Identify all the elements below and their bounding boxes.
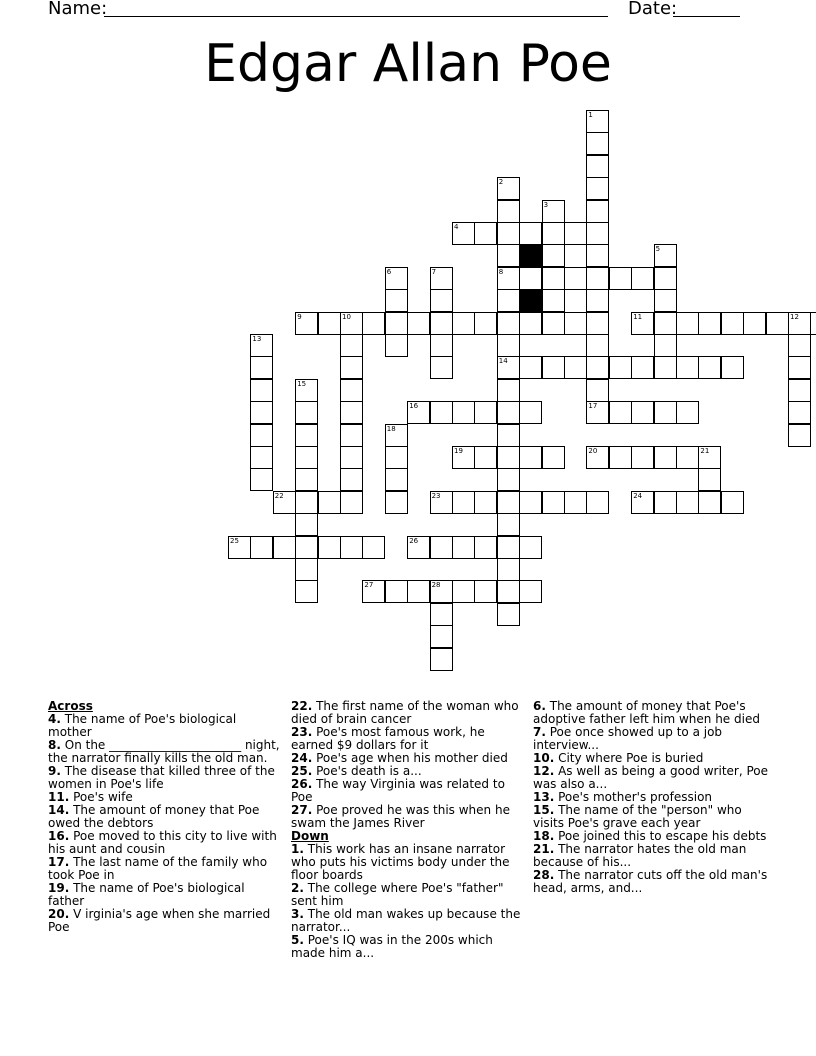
clue-number: 1.: [291, 842, 304, 856]
clue-item: [291, 700, 523, 726]
grid-cell[interactable]: [519, 267, 542, 290]
grid-cell[interactable]: [698, 312, 721, 335]
grid-cell[interactable]: [519, 446, 542, 469]
grid-cell[interactable]: [497, 424, 520, 447]
clue-text: The college where Poe's "father" sent him: [291, 881, 504, 908]
grid-cell[interactable]: [519, 222, 542, 245]
grid-cell[interactable]: [407, 312, 430, 335]
grid-cell[interactable]: [250, 356, 273, 379]
grid-cell[interactable]: [586, 177, 609, 200]
clue-item: [533, 869, 768, 895]
clue-number-label: 2: [498, 178, 504, 187]
clue-number-label: 25: [230, 536, 239, 545]
grid-cell[interactable]: [586, 401, 609, 424]
grid-cell[interactable]: [654, 491, 677, 514]
clue-number-label: 1: [588, 111, 593, 119]
grid-cell[interactable]: [452, 312, 475, 335]
grid-cell[interactable]: [497, 513, 520, 536]
grid-cell[interactable]: [430, 580, 453, 603]
clue-number: 8.: [48, 738, 61, 752]
clue-number-label: 20: [588, 447, 598, 455]
grid-cell[interactable]: [497, 356, 520, 379]
grid-cell[interactable]: [474, 401, 497, 424]
clue-number: 2.: [291, 881, 304, 895]
clue-number-label: 6: [386, 267, 392, 276]
grid-cell[interactable]: [654, 334, 677, 357]
clue-item: [48, 739, 280, 765]
clue-number: 13.: [533, 790, 555, 804]
grid-cell[interactable]: [430, 536, 453, 559]
grid-cell[interactable]: [295, 536, 318, 559]
clue-item: [533, 726, 768, 752]
grid-cell[interactable]: [295, 401, 318, 424]
clue-number-label: 9: [297, 312, 302, 321]
clue-number: 19.: [48, 881, 70, 895]
clue-number-label: 8: [498, 267, 504, 276]
grid-cell[interactable]: [340, 356, 363, 379]
grid-cell[interactable]: [250, 468, 273, 491]
grid-cell[interactable]: [340, 446, 363, 469]
grid-cell[interactable]: [407, 536, 430, 559]
grid-cell[interactable]: [676, 312, 699, 335]
grid-cell[interactable]: [362, 536, 385, 559]
grid-cell[interactable]: [340, 536, 363, 559]
clue-text: The name of Poe's biological father: [48, 881, 245, 908]
grid-cell[interactable]: [743, 312, 766, 335]
down-heading: Down: [291, 829, 329, 843]
clues-column-1: [48, 700, 280, 934]
grid-cell[interactable]: [586, 491, 609, 514]
grid-cell[interactable]: [295, 379, 318, 402]
grid-cell[interactable]: [609, 356, 632, 379]
grid-cell[interactable]: [519, 356, 542, 379]
clue-number-label: 13: [252, 335, 262, 343]
grid-cell[interactable]: [340, 401, 363, 424]
clue-number: 25.: [291, 764, 313, 778]
grid-cell[interactable]: [295, 424, 318, 447]
grid-cell[interactable]: [497, 603, 520, 626]
clue-number: 12.: [533, 764, 555, 778]
clue-number: 3.: [291, 907, 304, 921]
grid-cell[interactable]: [631, 356, 654, 379]
clue-number: 24.: [291, 751, 313, 765]
grid-cell[interactable]: [609, 267, 632, 290]
clue-number-label: 11: [633, 312, 643, 321]
grid-cell[interactable]: [654, 446, 677, 469]
clue-text: The last name of the family who took Poe in: [48, 855, 268, 882]
grid-cell[interactable]: [654, 244, 677, 267]
grid-cell[interactable]: [385, 468, 408, 491]
grid-cell[interactable]: [295, 312, 318, 335]
page-title: Edgar Allan Poe: [204, 34, 612, 94]
grid-cell[interactable]: [497, 446, 520, 469]
grid-cell[interactable]: [407, 401, 430, 424]
black-cell: [519, 289, 542, 312]
grid-cell[interactable]: [340, 379, 363, 402]
clue-text: Poe's most famous work, he earned $9 dollars for it: [291, 725, 485, 752]
grid-cell[interactable]: [430, 625, 453, 648]
date-label: Date:: [628, 0, 678, 19]
grid-cell[interactable]: [676, 356, 699, 379]
grid-cell[interactable]: [564, 222, 587, 245]
grid-cell[interactable]: [542, 446, 565, 469]
grid-cell[interactable]: [474, 222, 497, 245]
clue-number-label: 18: [386, 424, 396, 433]
clue-text: Poe's IQ was in the 200s which made him a...: [291, 933, 493, 960]
clue-number: 26.: [291, 777, 313, 791]
clue-number: 20.: [48, 907, 70, 921]
clue-number-label: 12: [790, 312, 799, 321]
grid-cell[interactable]: [340, 468, 363, 491]
grid-cell[interactable]: [721, 312, 744, 335]
grid-cell[interactable]: [318, 491, 341, 514]
clue-text: The old man wakes up because the narrator...: [291, 907, 521, 934]
clues-column-2: [291, 700, 523, 960]
clue-text: V irginia's age when she married Poe: [48, 907, 271, 934]
grid-cell[interactable]: [385, 424, 408, 447]
grid-cell[interactable]: [474, 446, 497, 469]
grid-cell[interactable]: [430, 603, 453, 626]
grid-cell[interactable]: [586, 155, 609, 178]
clue-item: [48, 713, 280, 739]
grid-cell[interactable]: [519, 312, 542, 335]
grid-cell[interactable]: [788, 312, 811, 335]
clue-number-label: 21: [700, 447, 710, 455]
grid-cell[interactable]: [452, 491, 475, 514]
grid-cell[interactable]: [497, 289, 520, 312]
clue-text: Poe's death is a...: [316, 764, 422, 778]
grid-cell[interactable]: [519, 491, 542, 514]
clue-text: Poe moved to this city to live with his aunt and cousin: [48, 829, 277, 856]
grid-cell[interactable]: [295, 446, 318, 469]
grid-cell[interactable]: [273, 491, 296, 514]
grid-cell[interactable]: [228, 536, 251, 559]
clue-number-label: 15: [297, 379, 307, 388]
clues-column-3: [533, 700, 768, 895]
clue-text: The name of Poe's biological mother: [48, 712, 237, 739]
grid-cell[interactable]: [362, 580, 385, 603]
grid-cell[interactable]: [340, 424, 363, 447]
grid-cell[interactable]: [631, 446, 654, 469]
grid-cell[interactable]: [586, 244, 609, 267]
clue-number-label: 16: [409, 402, 419, 411]
clue-text: Poe's age when his mother died: [316, 751, 508, 765]
grid-cell[interactable]: [250, 379, 273, 402]
clue-number: 15.: [533, 803, 555, 817]
grid-cell[interactable]: [519, 536, 542, 559]
clue-number: 22.: [291, 699, 313, 713]
grid-cell[interactable]: [542, 200, 565, 223]
clue-number-label: 14: [498, 357, 508, 366]
grid-cell[interactable]: [497, 177, 520, 200]
grid-cell[interactable]: [497, 401, 520, 424]
grid-cell[interactable]: [609, 401, 632, 424]
grid-cell[interactable]: [609, 446, 632, 469]
grid-cell[interactable]: [430, 334, 453, 357]
grid-cell[interactable]: [362, 312, 385, 335]
grid-cell[interactable]: [452, 222, 475, 245]
grid-cell[interactable]: [586, 289, 609, 312]
grid-cell[interactable]: [654, 356, 677, 379]
grid-cell[interactable]: [318, 536, 341, 559]
clue-number: 16.: [48, 829, 70, 843]
grid-cell[interactable]: [474, 580, 497, 603]
clue-text: The disease that killed three of the women in Poe's life: [48, 764, 275, 791]
clue-number: 27.: [291, 803, 313, 817]
grid-cell[interactable]: [542, 312, 565, 335]
grid-cell[interactable]: [273, 536, 296, 559]
clue-item: [533, 700, 768, 726]
grid-cell[interactable]: [721, 356, 744, 379]
grid-cell[interactable]: [542, 244, 565, 267]
grid-cell[interactable]: [497, 334, 520, 357]
grid-cell[interactable]: [340, 312, 363, 335]
clue-text: This work has an insane narrator who puts his victims body under the floor boards: [291, 842, 510, 882]
clue-item: [48, 804, 280, 830]
clue-text: The narrator hates the old man because of his...: [533, 842, 747, 869]
clue-text: City where Poe is buried: [558, 751, 704, 765]
grid-cell[interactable]: [295, 580, 318, 603]
name-label: Name:: [48, 0, 108, 19]
grid-cell[interactable]: [564, 491, 587, 514]
clue-text: The first name of the woman who died of brain cancer: [291, 699, 519, 726]
grid-cell[interactable]: [586, 110, 609, 133]
grid-cell[interactable]: [250, 446, 273, 469]
grid-cell[interactable]: [766, 312, 789, 335]
grid-cell[interactable]: [698, 468, 721, 491]
grid-cell[interactable]: [295, 468, 318, 491]
grid-cell[interactable]: [586, 200, 609, 223]
clue-item: [48, 882, 280, 908]
grid-cell[interactable]: [385, 334, 408, 357]
clue-item: [48, 830, 280, 856]
clue-text: The amount of money that Poe owed the debtors: [48, 803, 260, 830]
grid-cell[interactable]: [698, 491, 721, 514]
clue-item: [291, 778, 523, 804]
grid-cell[interactable]: [519, 401, 542, 424]
grid-cell[interactable]: [474, 536, 497, 559]
grid-cell[interactable]: [430, 491, 453, 514]
grid-cell[interactable]: [586, 312, 609, 335]
clue-item: [291, 726, 523, 752]
grid-cell[interactable]: [497, 244, 520, 267]
grid-cell[interactable]: [452, 401, 475, 424]
clue-number: 7.: [533, 725, 546, 739]
grid-cell[interactable]: [564, 356, 587, 379]
clue-item: [291, 804, 523, 830]
grid-cell[interactable]: [586, 334, 609, 357]
clue-text: The way Virginia was related to Poe: [291, 777, 505, 804]
grid-cell[interactable]: [564, 312, 587, 335]
clue-number-label: 19: [454, 447, 463, 455]
clue-number-label: 22: [274, 491, 284, 500]
grid-cell[interactable]: [631, 491, 654, 514]
grid-cell[interactable]: [586, 132, 609, 155]
grid-cell[interactable]: [430, 648, 453, 671]
grid-cell[interactable]: [385, 446, 408, 469]
grid-cell[interactable]: [810, 312, 816, 335]
clue-number: 9.: [48, 764, 61, 778]
clue-number-label: 28: [431, 581, 441, 590]
grid-cell[interactable]: [586, 267, 609, 290]
clue-text: Poe once showed up to a job interview...: [533, 725, 723, 752]
grid-cell[interactable]: [318, 312, 341, 335]
grid-cell[interactable]: [430, 312, 453, 335]
grid-cell[interactable]: [721, 491, 744, 514]
grid-cell[interactable]: [676, 401, 699, 424]
clue-item: [533, 765, 768, 791]
grid-cell[interactable]: [676, 446, 699, 469]
grid-cell[interactable]: [654, 267, 677, 290]
grid-cell[interactable]: [788, 424, 811, 447]
clue-item: [291, 843, 523, 882]
clue-text: Poe's wife: [73, 790, 133, 804]
grid-cell[interactable]: [788, 356, 811, 379]
clue-number: 28.: [533, 868, 555, 882]
grid-cell[interactable]: [430, 356, 453, 379]
grid-cell[interactable]: [542, 356, 565, 379]
grid-cell[interactable]: [407, 580, 430, 603]
grid-cell[interactable]: [497, 222, 520, 245]
clue-text: On the ______________________ night, the narrator finally kills the old man.: [48, 738, 280, 765]
grid-cell[interactable]: [474, 491, 497, 514]
grid-cell[interactable]: [295, 558, 318, 581]
clue-item: [533, 843, 768, 869]
grid-cell[interactable]: [564, 267, 587, 290]
grid-cell[interactable]: [497, 491, 520, 514]
across-heading: Across: [48, 699, 93, 713]
clue-number-label: 7: [431, 267, 437, 276]
clue-number-label: 23: [431, 491, 441, 500]
grid-cell[interactable]: [295, 491, 318, 514]
clue-number: 23.: [291, 725, 313, 739]
grid-cell[interactable]: [474, 312, 497, 335]
grid-cell[interactable]: [385, 580, 408, 603]
grid-cell[interactable]: [250, 334, 273, 357]
grid-cell[interactable]: [676, 491, 699, 514]
grid-cell[interactable]: [586, 446, 609, 469]
grid-cell[interactable]: [452, 580, 475, 603]
grid-cell[interactable]: [385, 267, 408, 290]
grid-cell[interactable]: [497, 580, 520, 603]
grid-cell[interactable]: [497, 379, 520, 402]
grid-cell[interactable]: [542, 267, 565, 290]
grid-cell[interactable]: [631, 267, 654, 290]
grid-cell[interactable]: [430, 289, 453, 312]
grid-cell[interactable]: [497, 558, 520, 581]
grid-cell[interactable]: [542, 289, 565, 312]
clue-number-label: 24: [633, 491, 643, 500]
grid-cell[interactable]: [698, 356, 721, 379]
grid-cell[interactable]: [385, 491, 408, 514]
clue-number: 21.: [533, 842, 555, 856]
clue-number-label: 3: [543, 200, 549, 209]
grid-cell[interactable]: [654, 289, 677, 312]
clue-item: [291, 908, 523, 934]
grid-cell[interactable]: [586, 356, 609, 379]
grid-cell[interactable]: [340, 334, 363, 357]
grid-cell[interactable]: [497, 536, 520, 559]
grid-cell[interactable]: [519, 580, 542, 603]
grid-cell[interactable]: [385, 312, 408, 335]
grid-cell[interactable]: [586, 222, 609, 245]
clue-number: 18.: [533, 829, 555, 843]
clue-item: [291, 882, 523, 908]
grid-cell[interactable]: [250, 401, 273, 424]
grid-cell[interactable]: [452, 536, 475, 559]
grid-cell[interactable]: [452, 446, 475, 469]
clue-item: [533, 804, 768, 830]
clue-item: [48, 908, 280, 934]
grid-cell[interactable]: [497, 312, 520, 335]
black-cell: [519, 244, 542, 267]
grid-cell[interactable]: [698, 446, 721, 469]
clue-number-label: 10: [342, 312, 351, 321]
clue-number: 10.: [533, 751, 555, 765]
clue-number-label: 27: [364, 581, 374, 590]
grid-cell[interactable]: [497, 267, 520, 290]
clue-number: 17.: [48, 855, 70, 869]
clue-text: Poe joined this to escape his debts: [558, 829, 767, 843]
grid-cell[interactable]: [250, 536, 273, 559]
grid-cell[interactable]: [631, 312, 654, 335]
grid-cell[interactable]: [788, 334, 811, 357]
grid-cell[interactable]: [586, 379, 609, 402]
grid-cell[interactable]: [542, 491, 565, 514]
clue-number: 14.: [48, 803, 70, 817]
grid-cell[interactable]: [497, 200, 520, 223]
grid-cell[interactable]: [430, 267, 453, 290]
clue-text: As well as being a good writer, Poe was also a...: [533, 764, 769, 791]
clue-text: Poe's mother's profession: [558, 790, 713, 804]
clue-item: [291, 934, 523, 960]
grid-cell[interactable]: [340, 491, 363, 514]
clue-number: 6.: [533, 699, 546, 713]
clue-number-label: 26: [409, 536, 419, 545]
grid-cell[interactable]: [788, 401, 811, 424]
clue-text: The amount of money that Poe's adoptive father left him when he died: [533, 699, 760, 726]
clue-number-label: 17: [588, 402, 598, 411]
grid-cell[interactable]: [295, 513, 318, 536]
grid-cell[interactable]: [497, 468, 520, 491]
grid-cell[interactable]: [250, 424, 273, 447]
grid-cell[interactable]: [654, 401, 677, 424]
clue-text: The narrator cuts off the old man's head, arms, and...: [533, 868, 768, 895]
clue-number: 5.: [291, 933, 304, 947]
clue-number: 4.: [48, 712, 61, 726]
grid-cell[interactable]: [631, 401, 654, 424]
clue-item: [48, 765, 280, 791]
grid-cell[interactable]: [654, 312, 677, 335]
clue-text: Poe proved he was this when he swam the James River: [291, 803, 510, 830]
clue-text: The name of the "person" who visits Poe's grave each year: [533, 803, 742, 830]
grid-cell[interactable]: [430, 401, 453, 424]
clue-number-label: 5: [655, 245, 661, 254]
clue-number-label: 4: [454, 223, 459, 231]
grid-cell[interactable]: [788, 379, 811, 402]
grid-cell[interactable]: [385, 289, 408, 312]
grid-cell[interactable]: [542, 222, 565, 245]
clue-number: 11.: [48, 790, 70, 804]
clue-item: [48, 856, 280, 882]
